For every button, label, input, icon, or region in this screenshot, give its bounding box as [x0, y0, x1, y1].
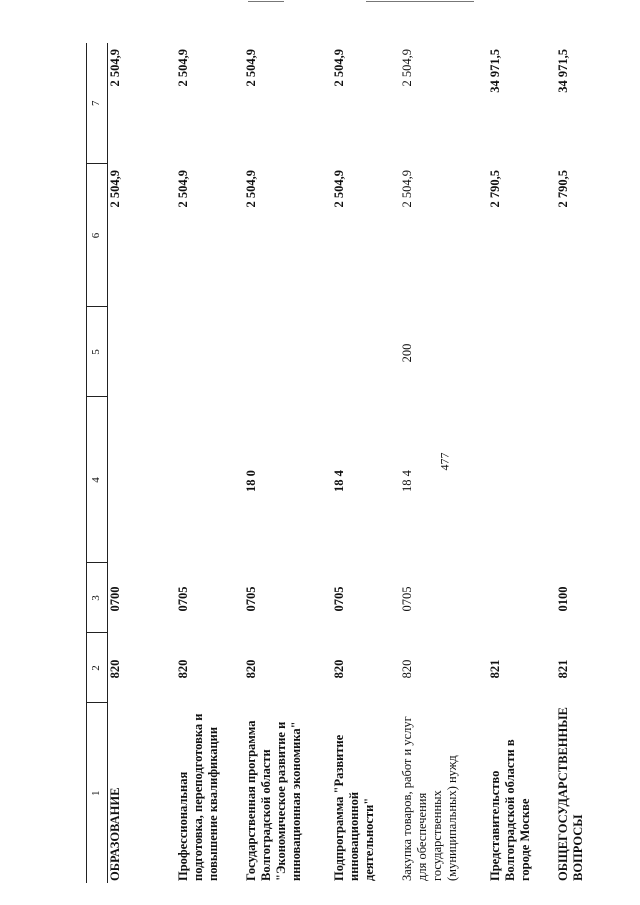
row-col6: 2 504,9 [176, 170, 190, 208]
row-name: Представительство Волгоградской области в городе Москве [488, 739, 532, 881]
column-header: 2 [87, 633, 108, 703]
row-col7: 2 504,9 [176, 49, 190, 87]
table-row [176, 43, 244, 883]
row-col4 [556, 397, 624, 563]
row-col2: 820 [332, 659, 346, 679]
row-col3: 0705 [244, 586, 258, 612]
row-col3: 0700 [108, 586, 122, 612]
row-col6: 2 504,9 [244, 170, 258, 208]
row-col3: 0705 [176, 586, 190, 612]
row-name: Государственная программа Волгоградской области "Экономическое развитие и инновационная экономика" [244, 720, 303, 881]
row-col5 [488, 307, 556, 397]
row-col2: 820 [244, 659, 258, 679]
column-header: 7 [87, 43, 108, 164]
row-col3: 0100 [556, 586, 570, 612]
row-col7: 2 504,9 [244, 49, 258, 87]
row-col5: 200 [400, 343, 414, 363]
row-name: ОБРАЗОВАНИЕ [108, 787, 122, 881]
table-row [244, 43, 332, 883]
row-col3: 0705 [400, 586, 414, 612]
table-row [488, 43, 556, 883]
budget-table [86, 43, 624, 883]
row-col5 [244, 307, 332, 397]
row-col7: 34 971,5 [488, 49, 502, 93]
row-col2: 821 [556, 659, 570, 679]
table-row [332, 43, 400, 883]
top-rule-left [248, 1, 284, 2]
row-col4 [108, 397, 177, 563]
top-rule-right [366, 1, 474, 2]
row-col4: 18 4 [332, 470, 346, 492]
row-col7: 2 504,9 [108, 49, 122, 87]
row-col5 [556, 307, 624, 397]
row-col3: 0705 [332, 586, 346, 612]
row-col3 [488, 563, 556, 633]
row-col6: 2 790,5 [488, 170, 502, 208]
row-col7: 2 504,9 [400, 49, 414, 87]
row-col2: 821 [488, 659, 502, 679]
row-name: Закупка товаров, работ и услуг для обеспечения государственных (муниципальных) нужд [400, 716, 459, 881]
column-header: 1 [87, 703, 108, 883]
header-row [87, 43, 108, 883]
row-col4 [488, 397, 556, 563]
rotated-table-container [86, 43, 632, 883]
page-number: 477 [437, 452, 452, 471]
row-col4: 18 0 [244, 470, 258, 492]
row-col2: 820 [176, 659, 190, 679]
column-header: 6 [87, 164, 108, 307]
table-row [108, 43, 177, 883]
row-col5 [176, 307, 244, 397]
row-col2: 820 [108, 659, 122, 679]
row-col4 [176, 397, 244, 563]
row-col7: 34 971,5 [556, 49, 570, 93]
row-col5 [332, 307, 400, 397]
row-col6: 2 790,5 [556, 170, 570, 208]
row-col6: 2 504,9 [108, 170, 122, 208]
row-col6: 2 504,9 [400, 170, 414, 208]
row-name: Подпрограмма "Развитие инновационной деятельности" [332, 734, 376, 881]
table-row [400, 43, 488, 883]
row-name: ОБЩЕГОСУДАРСТВЕННЫЕ ВОПРОСЫ [556, 707, 585, 881]
row-col6: 2 504,9 [332, 170, 346, 208]
column-header: 3 [87, 563, 108, 633]
row-col7: 2 504,9 [332, 49, 346, 87]
row-col4: 18 4 [400, 470, 414, 492]
table-row [556, 43, 624, 883]
column-header: 5 [87, 307, 108, 397]
column-header: 4 [87, 397, 108, 563]
row-name: Профессиональная подготовка, переподготовка и повышение квалификации [176, 713, 220, 881]
row-col5 [108, 307, 177, 397]
row-col2: 820 [400, 659, 414, 679]
